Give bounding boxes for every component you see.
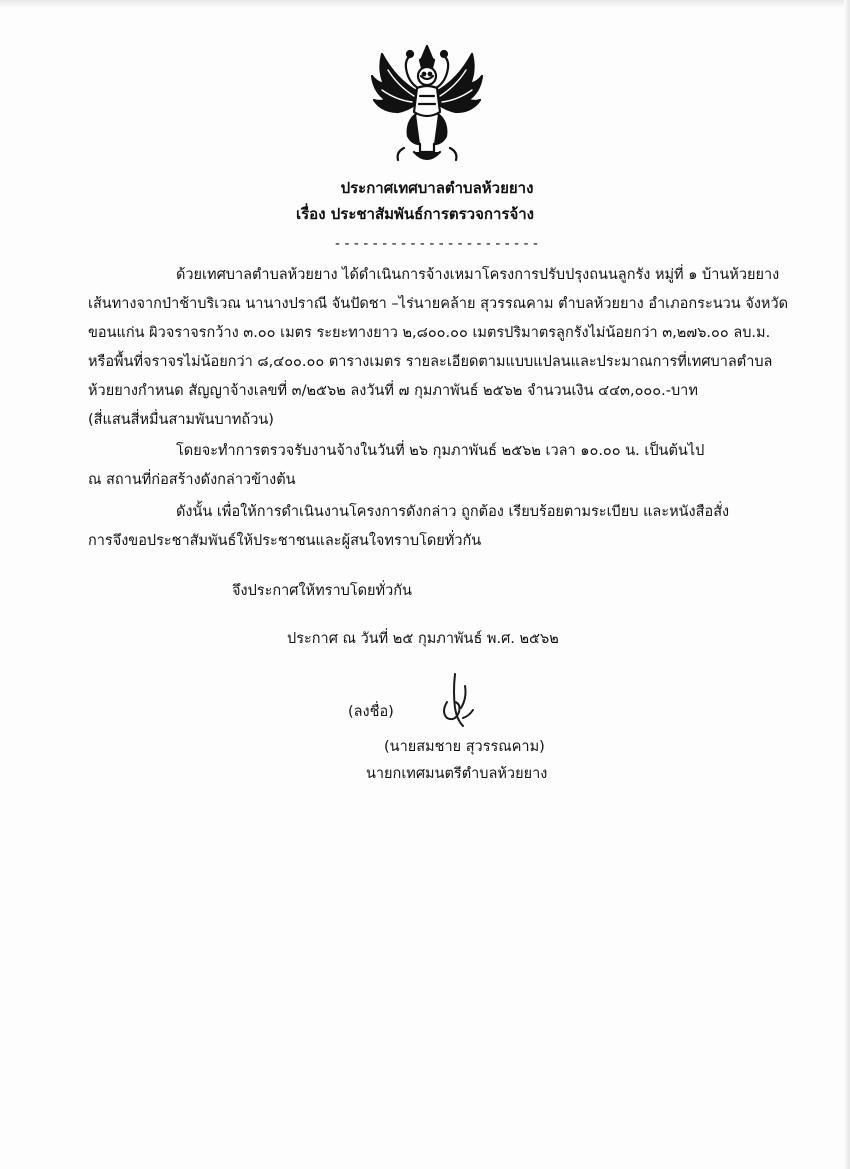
title-divider: ---------------------- — [333, 236, 541, 252]
closing-statement: จึงประกาศให้ทราบโดยทั่วกัน — [232, 583, 412, 599]
paragraph-3-line: ดังนั้น เพื่อให้การดำเนินงานโครงการดังกล่าว ถูกต้อง เรียบร้อยตามระเบียบ และหนังสือสั่ง — [176, 504, 730, 520]
signatory-name: (นายสมชาย สุวรรณคาม) — [384, 739, 545, 755]
signature-label: (ลงชื่อ) — [348, 704, 394, 720]
paragraph-1-line: ขอนแก่น ผิวจราจรกว้าง ๓.๐๐ เมตร ระยะทางยาว ๒,๘๐๐.๐๐ เมตรปริมาตรลูกรังไม่น้อยกว่า ๓,๒๗๖.๐๐ ลบ.ม. — [88, 325, 771, 341]
announcement-date: ประกาศ ณ วันที่ ๒๕ กุมภาพันธ์ พ.ศ. ๒๕๖๒ — [287, 631, 559, 647]
paragraph-2-line: ณ สถานที่ก่อสร้างดังกล่าวข้างต้น — [88, 472, 296, 488]
announcement-title: ประกาศเทศบาลตำบลห้วยยาง — [340, 179, 534, 197]
handwritten-signature — [433, 668, 481, 732]
paragraph-1-line: เส้นทางจากป่าช้าบริเวณ นานางปราณี จันปัดชา –ไร่นายคล้าย สุวรรณคาม ตำบลห้วยยาง อำเภอกระนวน จังหวัด — [88, 296, 789, 312]
garuda-emblem-icon — [368, 40, 486, 170]
paragraph-1-line: ห้วยยางกำหนด สัญญาจ้างเลขที่ ๓/๒๕๖๒ ลงวันที่ ๗ กุมภาพันธ์ ๒๕๖๒ จำนวนเงิน ๔๔๓,๐๐๐.-บาท — [88, 383, 698, 399]
paragraph-1-line: (สี่แสนสี่หมื่นสามพันบาทถ้วน) — [88, 412, 274, 428]
paragraph-1-line: ด้วยเทศบาลตำบลห้วยยาง ได้ดำเนินการจ้างเหมาโครงการปรับปรุงถนนลูกรัง หมู่ที่ ๑ บ้านห้วยยาง — [176, 267, 780, 283]
paragraph-1-line: หรือพื้นที่จราจรไม่น้อยกว่า ๘,๔๐๐.๐๐ ตารางเมตร รายละเอียดตามแบบแปลนและประมาณการที่เทศบาลตำบล — [88, 354, 773, 370]
signatory-position: นายกเทศมนตรีตำบลห้วยยาง — [366, 766, 548, 782]
announcement-subject: เรื่อง ประชาสัมพันธ์การตรวจการจ้าง — [296, 205, 534, 223]
paragraph-3-line: การจึงขอประชาสัมพันธ์ให้ประชาชนและผู้สนใจทราบโดยทั่วกัน — [88, 533, 482, 549]
scan-edge-top — [0, 0, 850, 8]
paragraph-2-line: โดยจะทำการตรวจรับงานจ้างในวันที่ ๒๖ กุมภาพันธ์ ๒๕๖๒ เวลา ๑๐.๐๐ น. เป็นต้นไป — [176, 443, 705, 459]
